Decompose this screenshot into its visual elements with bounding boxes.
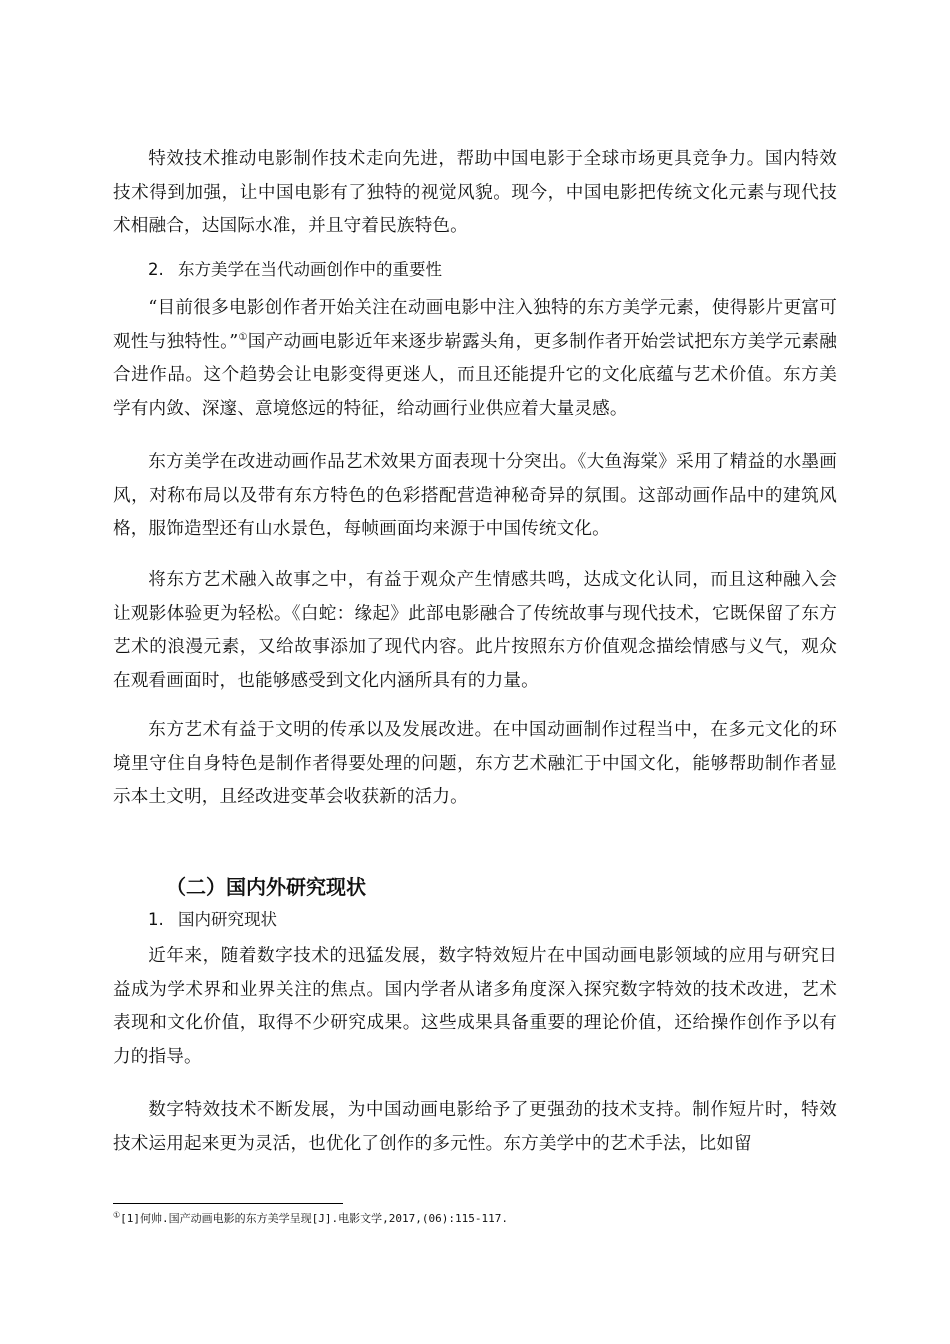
section-heading: （二）国内外研究现状 xyxy=(166,875,366,899)
body-paragraph-6: 近年来，随着数字技术的迅猛发展，数字特效短片在中国动画电影领域的应用与研究日益成为学术界和业界关注的焦点。国内学者从诸多角度深入探究数字特效的技术改进，艺术表现和文化价值，取得不少研究成果。这些成果具备重要的理论价值，还给操作创作予以有力的指导。 xyxy=(113,946,837,1067)
footnote-mark: ① xyxy=(113,1210,121,1220)
subheading-2 xyxy=(148,256,442,284)
footnote xyxy=(113,1210,508,1228)
quoted-text: “目前很多电影创作者开始关注在动画电影中注入独特的东方美学元素，使得影片更富可观性与独特性。” xyxy=(113,298,837,352)
subheading-1-number: 1. xyxy=(148,910,164,929)
footnote-text: [1]何帅.国产动画电影的东方美学呈现[J].电影文学,2017,(06):115-117. xyxy=(120,1212,508,1225)
footnote-separator xyxy=(113,1203,343,1204)
subheading-2-text: 东方美学在当代动画创作中的重要性 xyxy=(178,260,442,279)
footnote-reference-mark[interactable]: ① xyxy=(238,331,248,343)
body-paragraph-4: 将东方艺术融入故事之中，有益于观众产生情感共鸣，达成文化认同，而且这种融入会让观影体验更为轻松。《白蛇：缘起》此部电影融合了传统故事与现代技术，它既保留了东方艺术的浪漫元素，又给故事添加了现代内容。此片按照东方价值观念描绘情感与义气，观众在观看画面时，也能够感受到文化内涵所具有的力量。 xyxy=(113,570,837,691)
body-paragraph-2-rest: 国产动画电影近年来逐步崭露头角，更多制作者开始尝试把东方美学元素融合进作品。这个趋势会让电影变得更迷人，而且还能提升它的文化底蕴与艺术价值。东方美学有内敛、深邃、意境悠远的特征，给动画行业供应着大量灵感。 xyxy=(113,331,837,419)
body-paragraph-7: 数字特效技术不断发展，为中国动画电影给予了更强劲的技术支持。制作短片时，特效技术运用起来更为灵活，也优化了创作的多元性。东方美学中的艺术手法，比如留 xyxy=(113,1100,837,1154)
subheading-1 xyxy=(148,906,277,934)
subheading-2-number: 2. xyxy=(148,260,164,279)
subheading-1-text: 国内研究现状 xyxy=(178,910,277,929)
body-paragraph-3: 东方美学在改进动画作品艺术效果方面表现十分突出。《大鱼海棠》采用了精益的水墨画风，对称布局以及带有东方特色的色彩搭配营造神秘奇异的氛围。这部动画作品中的建筑风格，服饰造型还有山水景色，每帧画面均来源于中国传统文化。 xyxy=(113,452,837,539)
body-paragraph-5: 东方艺术有益于文明的传承以及发展改进。在中国动画制作过程当中，在多元文化的环境里守住自身特色是制作者得要处理的问题，东方艺术融汇于中国文化，能够帮助制作者显示本土文明，且经改进变革会收获新的活力。 xyxy=(113,720,837,807)
body-paragraph-1: 特效技术推动电影制作技术走向先进，帮助中国电影于全球市场更具竞争力。国内特效技术得到加强，让中国电影有了独特的视觉风貌。现今，中国电影把传统文化元素与现代技术相融合，达国际水准，并且守着民族特色。 xyxy=(113,149,837,236)
body-paragraph-2 xyxy=(113,292,837,426)
